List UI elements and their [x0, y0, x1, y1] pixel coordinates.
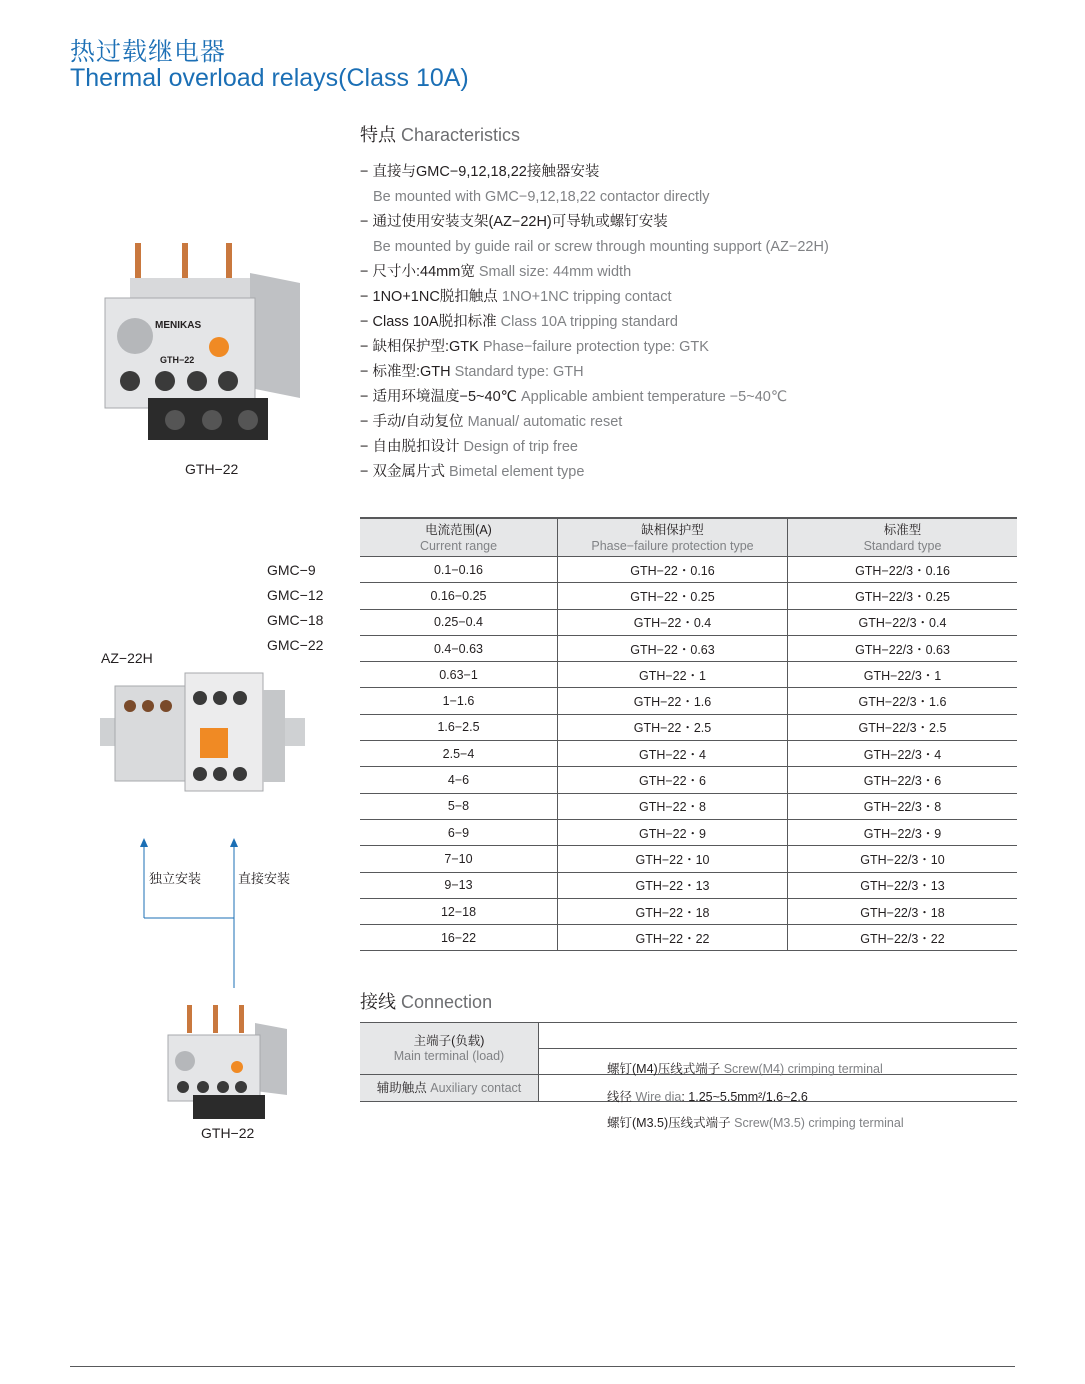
- table-cell: GTH−22・0.63: [558, 635, 788, 661]
- table-row: [360, 872, 1017, 898]
- table-row: [360, 925, 1017, 951]
- contactor-label-gmc12: GMC−12: [267, 587, 324, 603]
- table-cell: 6−9: [360, 819, 558, 845]
- auxiliary-contact-cell: 辅助触点 Auxiliary contact: [360, 1075, 538, 1101]
- characteristic-item: Be mounted with GMC−9,12,18,22 contactor directly: [373, 189, 710, 205]
- table-row: [360, 714, 1017, 740]
- table-cell: GTH−22・2.5: [558, 714, 788, 740]
- table-cell: 0.25−0.4: [360, 609, 558, 635]
- table-row: [360, 583, 1017, 609]
- characteristic-item: − 直接与GMC−9,12,18,22接触器安装: [360, 164, 600, 180]
- characteristic-item: − Class 10A脱扣标准 Class 10A tripping standard: [360, 314, 678, 330]
- table-row: [360, 793, 1017, 819]
- bullet-dash: −: [360, 439, 373, 455]
- characteristic-item: − 通过使用安装支架(AZ−22H)可导轨或螺钉安装: [360, 214, 668, 230]
- table-cell: GTH−22/3・0.63: [788, 635, 1018, 661]
- table-cell: GTH−22/3・2.5: [788, 714, 1018, 740]
- relay-model-label: GTH−22: [160, 355, 195, 365]
- table-cell: GTH−22・0.16: [558, 557, 788, 583]
- table-cell: GTH−22・10: [558, 846, 788, 872]
- screw-m4-text: 螺钉(M4)压线式端子 Screw(M4) crimping terminal: [607, 1062, 883, 1076]
- mounting-assembly-image: [100, 668, 305, 793]
- bullet-dash: −: [360, 364, 373, 380]
- table-cell: GTH−22・4: [558, 741, 788, 767]
- wire-dia-text: 线径 Wire dia: 1.25~5.5mm²/1.6~2.6: [607, 1090, 808, 1104]
- bullet-dash: −: [360, 214, 373, 230]
- table-body: [360, 557, 1017, 951]
- table-cell: 0.4−0.63: [360, 635, 558, 661]
- relay-gth22-image: [100, 238, 315, 443]
- table-cell: 5−8: [360, 793, 558, 819]
- table-cell: GTH−22・1.6: [558, 688, 788, 714]
- relay-gth22-small-image: [165, 1003, 295, 1121]
- table-cell: GTH−22/3・18: [788, 898, 1018, 924]
- bullet-dash: −: [360, 164, 373, 180]
- support-label: AZ−22H: [101, 650, 153, 666]
- table-cell: 9−13: [360, 872, 558, 898]
- table-cell: GTH−22/3・8: [788, 793, 1018, 819]
- table-cell: GTH−22/3・0.16: [788, 557, 1018, 583]
- connection-heading: 接线 Connection: [360, 992, 493, 1012]
- header-current-range: 电流范围(A) Current range: [360, 518, 558, 557]
- table-cell: GTH−22/3・0.25: [788, 583, 1018, 609]
- table-cell: GTH−22・0.4: [558, 609, 788, 635]
- bullet-dash: −: [360, 389, 373, 405]
- table-row: [360, 557, 1017, 583]
- contactor-label-gmc22: GMC−22: [267, 637, 324, 653]
- table-cell: GTH−22・8: [558, 793, 788, 819]
- table-cell: 0.63−1: [360, 662, 558, 688]
- table-cell: GTH−22/3・4: [788, 741, 1018, 767]
- characteristic-item: − 1NO+1NC脱扣触点 1NO+1NC tripping contact: [360, 289, 672, 305]
- page-title-en: Thermal overload relays(Class 10A): [70, 64, 469, 92]
- mount-direct-label: 直接安装: [238, 871, 291, 886]
- table-cell: 0.16−0.25: [360, 583, 558, 609]
- characteristic-item: − 手动/自动复位 Manual/ automatic reset: [360, 414, 623, 430]
- table-cell: GTH−22/3・1: [788, 662, 1018, 688]
- table-cell: GTH−22・1: [558, 662, 788, 688]
- table-cell: GTH−22/3・9: [788, 819, 1018, 845]
- table-cell: 1.6−2.5: [360, 714, 558, 740]
- table-row: [360, 635, 1017, 661]
- table-cell: GTH−22・13: [558, 872, 788, 898]
- bullet-dash: −: [360, 264, 373, 280]
- table-cell: 0.1−0.16: [360, 557, 558, 583]
- table-cell: 16−22: [360, 925, 558, 951]
- table-row: [360, 688, 1017, 714]
- connection-table: [360, 1022, 1017, 1102]
- screw-m35-text: 螺钉(M3.5)压线式端子 Screw(M3.5) crimping terminal: [607, 1116, 904, 1130]
- table-cell: 4−6: [360, 767, 558, 793]
- table-cell: GTH−22/3・0.4: [788, 609, 1018, 635]
- relay-top-caption: GTH−22: [185, 461, 239, 477]
- table-cell: GTH−22/3・22: [788, 925, 1018, 951]
- bullet-dash: −: [360, 314, 373, 330]
- characteristic-item: Be mounted by guide rail or screw through mounting support (AZ−22H): [373, 239, 829, 255]
- table-row: [360, 898, 1017, 924]
- header-standard-type: 标准型 Standard type: [788, 518, 1018, 557]
- bullet-dash: −: [360, 414, 373, 430]
- table-cell: GTH−22・6: [558, 767, 788, 793]
- table-cell: GTH−22/3・1.6: [788, 688, 1018, 714]
- table-row: [360, 609, 1017, 635]
- bullet-dash: −: [360, 339, 373, 355]
- bullet-dash: −: [360, 289, 373, 305]
- relay-bottom-caption: GTH−22: [201, 1125, 255, 1141]
- mounting-arrows: [135, 838, 245, 990]
- footer-divider: [70, 1366, 1015, 1367]
- table-cell: 12−18: [360, 898, 558, 924]
- page-title-cn: 热过载继电器: [70, 38, 227, 66]
- table-row: [360, 662, 1017, 688]
- characteristic-item: − 标准型:GTH Standard type: GTH: [360, 364, 584, 380]
- characteristics-list: [360, 160, 960, 485]
- table-cell: GTH−22/3・10: [788, 846, 1018, 872]
- table-cell: GTH−22/3・6: [788, 767, 1018, 793]
- characteristic-item: − 尺寸小:44mm宽 Small size: 44mm width: [360, 264, 632, 280]
- table-row: [360, 819, 1017, 845]
- table-row: [360, 846, 1017, 872]
- table-cell: GTH−22/3・13: [788, 872, 1018, 898]
- table-cell: GTH−22・0.25: [558, 583, 788, 609]
- table-cell: 1−1.6: [360, 688, 558, 714]
- characteristic-item: − 缺相保护型:GTK Phase−failure protection type: GTK: [360, 339, 709, 355]
- contactor-label-gmc18: GMC−18: [267, 612, 324, 628]
- current-range-table: [360, 517, 1017, 951]
- contactor-label-gmc9: GMC−9: [267, 562, 316, 578]
- characteristic-item: − 双金属片式 Bimetal element type: [360, 464, 585, 480]
- header-phase-failure: 缺相保护型 Phase−failure protection type: [558, 518, 788, 557]
- table-cell: 7−10: [360, 846, 558, 872]
- mount-independent-label: 独立安装: [149, 871, 202, 886]
- bullet-dash: −: [360, 464, 373, 480]
- table-cell: GTH−22・22: [558, 925, 788, 951]
- table-cell: 2.5−4: [360, 741, 558, 767]
- characteristic-item: − 适用环境温度−5~40℃ Applicable ambient temperature −5~40℃: [360, 389, 788, 405]
- main-terminal-cell: 主端子(负载) Main terminal (load): [360, 1022, 538, 1074]
- relay-brand-label: MENIKAS: [155, 320, 202, 331]
- table-row: [360, 741, 1017, 767]
- table-cell: GTH−22・18: [558, 898, 788, 924]
- table-row: [360, 767, 1017, 793]
- characteristics-heading: 特点 Characteristics: [360, 125, 521, 145]
- table-cell: GTH−22・9: [558, 819, 788, 845]
- characteristic-item: − 自由脱扣设计 Design of trip free: [360, 439, 578, 455]
